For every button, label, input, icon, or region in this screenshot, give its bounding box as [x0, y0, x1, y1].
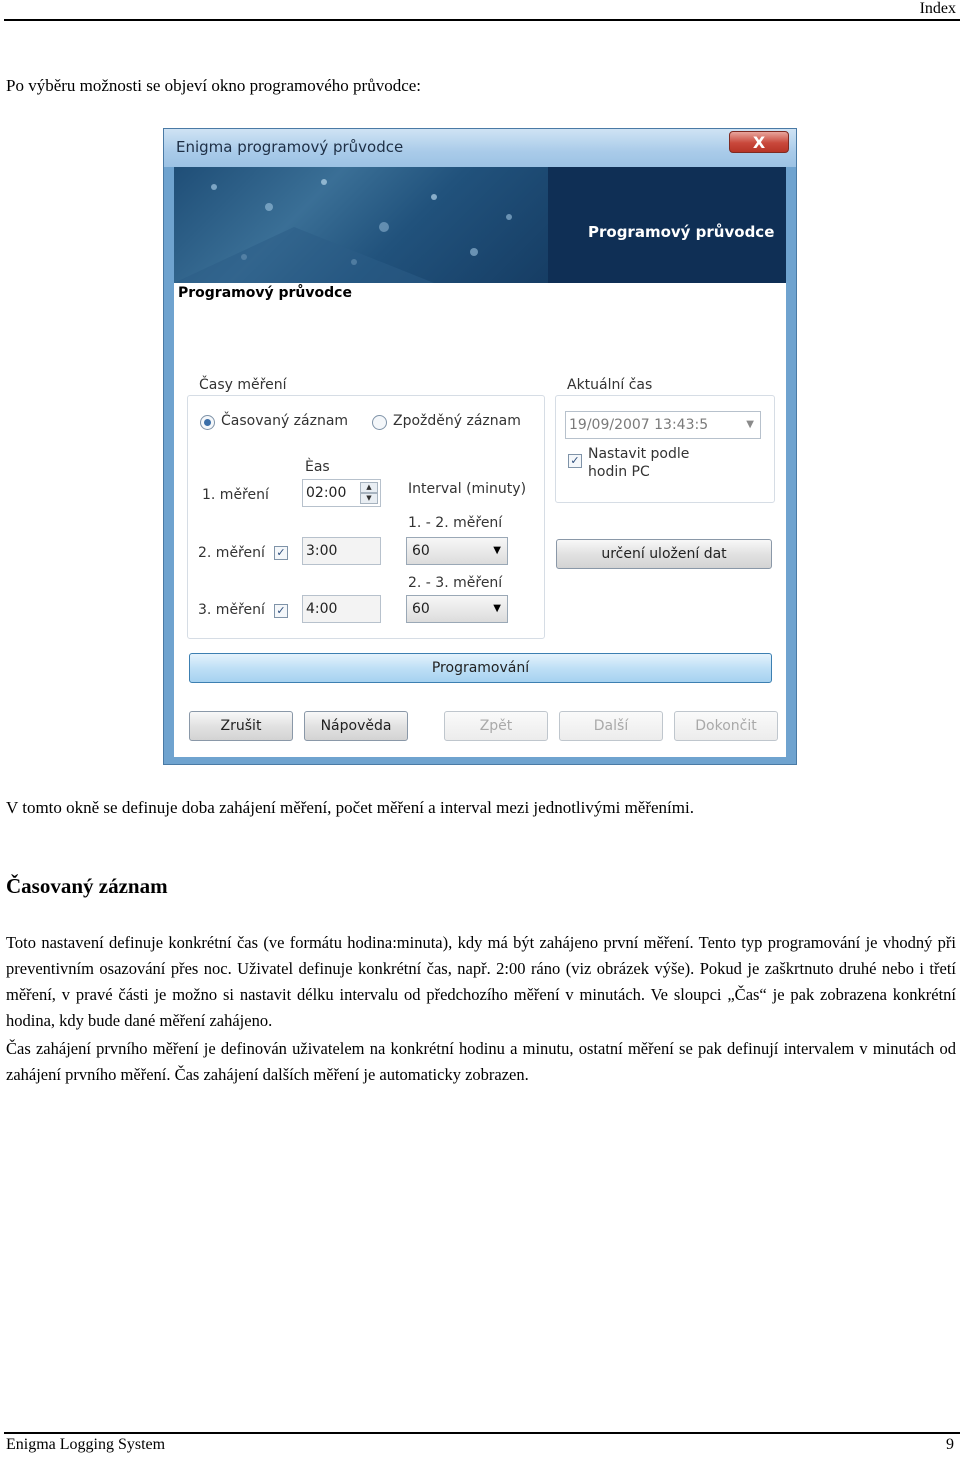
window-title: Enigma programový průvodce: [176, 138, 404, 156]
measurement-3-label: 3. měření: [198, 602, 265, 618]
measurement-times-label: Časy měření: [196, 377, 289, 393]
delayed-record-label: Zpožděný záznam: [393, 413, 521, 429]
page-header-title: Index: [919, 0, 956, 17]
measurement-3-time-value: 4:00: [306, 601, 338, 617]
timed-record-radio[interactable]: [200, 415, 215, 430]
finish-button[interactable]: Dokončit: [674, 711, 778, 741]
wizard-window: [163, 128, 797, 765]
timed-record-label: Časovaný záznam: [221, 413, 349, 429]
paragraph-1: Toto nastavení definuje konkrétní čas (ve formátu hodina:minuta), kdy má být zahájeno první měření. Tento typ programování je vhodný při preventivním osazování přes noc. Uživatel definuje konkrétní čas, např. 2:00 ráno (viz obrázek výše). Pokud je zaškrtnuto druhé nebo i třetí měření, v pravé části je možno si nastavit délku intervalu od předchozího měření v minutách. Ve sloupci „Čas“ je pak zobrazena konkrétní hodina, kdy bude dané měření zahájeno.: [6, 933, 956, 1030]
spin-up-icon[interactable]: ▲: [360, 482, 378, 493]
measurement-2-label: 2. měření: [198, 545, 265, 561]
measurement-1-label: 1. měření: [202, 487, 269, 503]
interval-1-2-label: 1. - 2. měření: [408, 515, 503, 531]
program-button[interactable]: Programování: [189, 653, 772, 683]
figure-caption: V tomto okně se definuje doba zahájení měření, počet měření a interval mezi jednotlivými měřeními.: [6, 798, 694, 817]
interval-2-3-label: 2. - 3. měření: [408, 575, 503, 591]
interval-1-2-value: 60: [412, 543, 430, 559]
measurement-2-time-value: 3:00: [306, 543, 338, 559]
measurement-3-time-input: [302, 595, 381, 623]
chevron-down-icon: ▼: [493, 603, 501, 614]
spin-down-icon[interactable]: ▼: [360, 493, 378, 504]
header-rule: [4, 19, 960, 21]
measurement-3-checkbox[interactable]: ✓: [274, 604, 288, 618]
chevron-down-icon: ▼: [493, 545, 501, 556]
footer-rule: [4, 1432, 960, 1434]
measurement-1-time-value: 02:00: [306, 485, 347, 501]
save-location-button[interactable]: určení uložení dat: [556, 539, 772, 569]
current-time-label: Aktuální čas: [564, 377, 655, 393]
interval-column-header: Interval (minuty): [408, 481, 527, 497]
interval-2-3-value: 60: [412, 601, 430, 617]
measurement-2-time-input: [302, 537, 381, 565]
paragraph-2: Čas zahájení prvního měření je definován uživatelem na konkrétní hodinu a minutu, ostatní měření se pak definují intervalem v minutách od zahájení prvního měření. Čas zahájení dalších měření je automaticky zobrazen.: [6, 1039, 956, 1084]
interval-1-2-select[interactable]: [406, 537, 508, 565]
bubbles-decoration: [174, 167, 548, 283]
sync-pc-clock-line1: Nastavit podle: [588, 446, 690, 462]
section-title: Programový průvodce: [178, 285, 352, 301]
banner: [174, 167, 786, 283]
wizard-client-area: [174, 167, 786, 757]
page-number: 9: [946, 1436, 954, 1453]
time-column-header: Èas: [305, 459, 330, 475]
close-button[interactable]: X: [729, 131, 789, 153]
delayed-record-radio[interactable]: [372, 415, 387, 430]
intro-text: Po výběru možnosti se objeví okno programového průvodce:: [6, 76, 422, 95]
footer-title: Enigma Logging System: [6, 1436, 166, 1453]
interval-2-3-select[interactable]: [406, 595, 508, 623]
banner-title: Programový průvodce: [588, 223, 775, 241]
current-datetime-value: 19/09/2007 13:43:5: [569, 417, 709, 433]
cancel-button[interactable]: Zrušit: [189, 711, 293, 741]
measurement-2-checkbox[interactable]: ✓: [274, 546, 288, 560]
sync-pc-clock-line2: hodin PC: [588, 464, 650, 480]
help-button[interactable]: Nápověda: [304, 711, 408, 741]
measurement-1-time-input[interactable]: [302, 479, 381, 507]
sync-pc-clock-checkbox[interactable]: ✓: [568, 454, 582, 468]
chevron-down-icon: ▼: [746, 419, 754, 430]
back-button[interactable]: Zpět: [444, 711, 548, 741]
sync-pc-clock-label: [588, 445, 689, 481]
banner-image: [174, 167, 548, 283]
current-datetime-picker: [565, 411, 761, 439]
title-bar: [164, 129, 796, 167]
next-button[interactable]: Další: [559, 711, 663, 741]
section-heading: Časovaný záznam: [6, 874, 168, 898]
